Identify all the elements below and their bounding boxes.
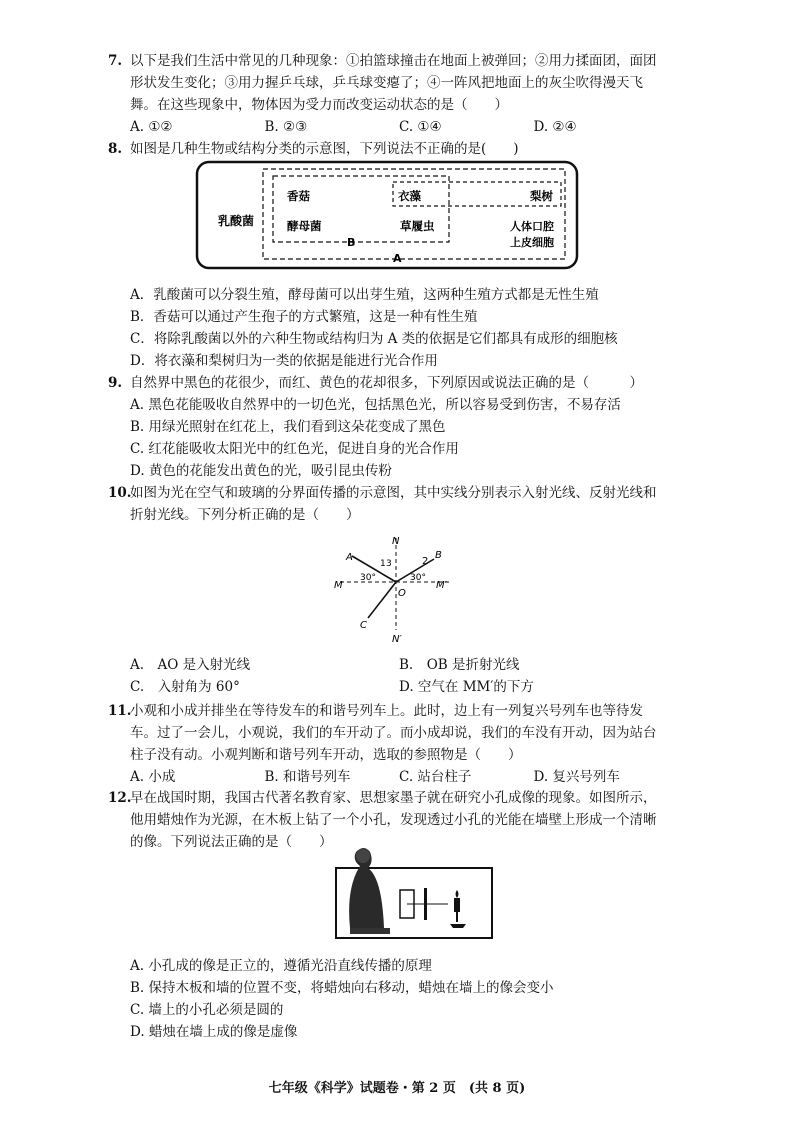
question-stem: 小观和小成并排坐在等待发车的和谐号列车上。此时，边上有一列复兴号列车也等待发车。过了一会儿，小观说，我们的车开动了。而小成却说，我们的车没有开动，因为站台柱子没有动。小观判断和谐号列车开动，选取的参照物是（ ） <box>130 703 657 763</box>
question-9 <box>108 372 668 482</box>
option-d: D. 蜡烛在墙上成的像是虚像 <box>130 1024 298 1040</box>
question-10 <box>108 482 668 526</box>
angle-right: 30° <box>410 573 426 583</box>
question-12-options <box>108 955 668 1043</box>
label-o: O <box>398 588 406 599</box>
page-footer: 七年级《科学》试题卷・第 2 页 (共 8 页) <box>268 1081 526 1096</box>
option-a: A. ①② <box>130 119 173 135</box>
item-lishu: 梨树 <box>530 189 553 203</box>
option-c: C．将除乳酸菌以外的六种生物或结构归为 A 类的依据是它们都具有成形的细胞核 <box>130 331 618 347</box>
option-d: D. 复兴号列车 <box>533 769 620 785</box>
question-7 <box>108 50 668 138</box>
option-b: B. 用绿光照射在红花上，我们看到这朵花变成了黑色 <box>130 419 446 435</box>
item-yizao: 衣藻 <box>398 189 421 203</box>
question-11 <box>108 700 668 788</box>
option-a: A. 小成 <box>130 769 176 785</box>
option-d: D. ②④ <box>533 119 577 135</box>
option-d: D. 空气在 MM′的下方 <box>399 679 534 695</box>
label-n-prime: N′ <box>392 634 402 645</box>
refraction-diagram <box>330 530 470 648</box>
option-b: B. OB 是折射光线 <box>399 657 520 673</box>
label-1: 1 <box>380 559 386 569</box>
label-2: 2 <box>422 556 429 567</box>
question-stem: 如图为光在空气和玻璃的分界面传播的示意图，其中实线分别表示入射光线、反射光线和折射光线。下列分析正确的是（ ） <box>130 485 657 523</box>
options <box>108 116 668 138</box>
label-b: B <box>347 236 356 249</box>
option-c: C. 红花能吸收太阳光中的红色光，促进自身的光合作用 <box>130 441 459 457</box>
label-m-prime: M′ <box>436 580 447 591</box>
item-kouqiang: 人体口腔 <box>510 220 554 233</box>
option-a: A. 黑色花能吸收自然界中的一切色光，包括黑色光，所以容易受到伤害，不易存活 <box>130 397 621 413</box>
option-c: C. 入射角为 60° <box>130 679 240 695</box>
label-a: A <box>393 252 402 265</box>
option-a: A. 小孔成的像是正立的，遵循光沿直线传播的原理 <box>130 958 432 974</box>
question-8-options <box>108 284 668 372</box>
label-3: 3 <box>386 559 392 569</box>
label-b: B <box>435 550 442 561</box>
angle-left: 30° <box>360 573 376 583</box>
question-stem: 以下是我们生活中常见的几种现象：①拍篮球撞击在地面上被弹回；②用力揉面团，面团形状发生变化；③用力握乒乓球，乒乓球变瘪了；④一阵风把地面上的灰尘吹得漫天飞舞。在这些现象中，物体因为受力而改变运动状态的是（ ） <box>130 53 657 113</box>
question-number: 8. <box>108 141 123 157</box>
item-xianggu: 香菇 <box>287 189 310 203</box>
option-d: D．将衣藻和梨树归为一类的依据是能进行光合作用 <box>130 353 438 369</box>
question-8 <box>108 138 668 160</box>
question-stem: 早在战国时期，我国古代著名教育家、思想家墨子就在研究小孔成像的现象。如图所示，他用蜡烛作为光源，在木板上钻了一个小孔，发现透过小孔的光能在墙壁上形成一个清晰的像。下列说法正确的是（ ） <box>130 790 657 850</box>
question-stem: 如图是几种生物或结构分类的示意图，下列说法不正确的是( ) <box>130 141 519 157</box>
option-d: D. 黄色的花能发出黄色的光，吸引昆虫传粉 <box>130 463 392 479</box>
option-b: B. ②③ <box>264 119 308 135</box>
question-number: 12. <box>108 790 132 806</box>
item-caolvchong: 草履虫 <box>400 219 435 233</box>
option-b: B．香菇可以通过产生孢子的方式繁殖，这是一种有性生殖 <box>130 309 478 325</box>
question-stem: 自然界中黑色的花很少，而红、黄色的花却很多，下列原因或说法正确的是（ ） <box>130 375 643 391</box>
question-number: 9. <box>108 375 123 391</box>
label-c: C <box>360 620 367 631</box>
option-b: B. 和谐号列车 <box>264 769 351 785</box>
label-m: M <box>334 580 343 591</box>
options <box>108 766 668 788</box>
option-c: C. 站台柱子 <box>399 769 472 785</box>
item-shangpi: 上皮细胞 <box>510 236 554 249</box>
option-c: C. 墙上的小孔必须是圆的 <box>130 1002 284 1018</box>
option-a: A. AO 是入射光线 <box>130 657 251 673</box>
label-n: N <box>392 536 400 547</box>
question-number: 10. <box>108 485 132 501</box>
outer-label: 乳酸菌 <box>218 214 255 228</box>
option-a: A．乳酸菌可以分裂生殖，酵母菌可以出芽生殖，这两种生殖方式都是无性生殖 <box>130 287 599 303</box>
label-a: A <box>346 552 353 563</box>
classification-diagram <box>195 160 595 272</box>
option-c: C. ①④ <box>399 119 442 135</box>
item-jiaomujun: 酵母菌 <box>287 219 322 233</box>
question-number: 7. <box>108 53 123 69</box>
pinhole-camera-illustration <box>330 842 498 944</box>
question-10-options <box>108 654 668 698</box>
question-number: 11. <box>108 703 132 719</box>
option-b: B. 保持木板和墙的位置不变，将蜡烛向右移动，蜡烛在墙上的像会变小 <box>130 980 554 996</box>
